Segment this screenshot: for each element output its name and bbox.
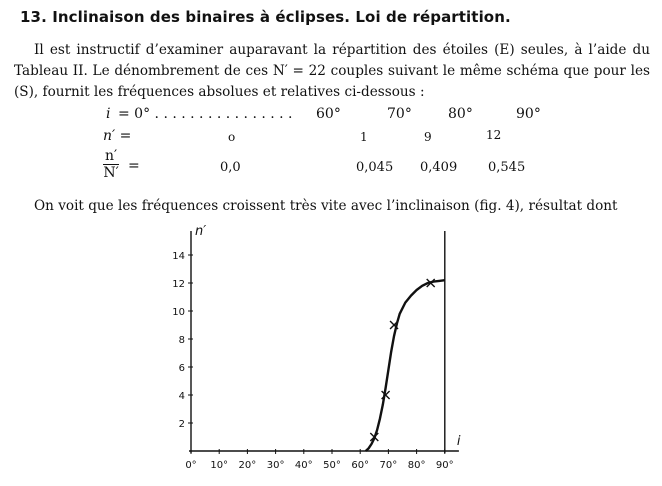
- fraction-eq: =: [128, 158, 140, 174]
- n-value-12: 12: [486, 128, 502, 142]
- y-tick-label: 10: [172, 307, 185, 318]
- i-value-80: 80°: [448, 106, 473, 122]
- y-tick-label: 14: [172, 251, 185, 262]
- paragraph-result: On voit que les fréquences croissent très vite avec l’inclinaison (fig. 4), résultat dont: [34, 198, 618, 214]
- rel-value-3: 0,545: [488, 160, 526, 175]
- fraction-denominator: N′: [103, 165, 119, 181]
- y-tick-label: 12: [172, 279, 185, 290]
- y-tick-label: 6: [178, 363, 185, 374]
- section-title: Inclinaison des binaires à éclipses. Loi de répartition.: [52, 8, 511, 26]
- data-point-marker: [370, 433, 378, 441]
- i-value-60: 60°: [316, 106, 341, 122]
- y-tick-label: 8: [178, 335, 185, 346]
- section-heading: [20, 8, 511, 26]
- y-axis-label: n′: [195, 224, 207, 239]
- y-tick-label: 2: [178, 419, 185, 430]
- rel-value-0: 0,0: [220, 160, 241, 175]
- x-tick-label: 70°: [379, 460, 398, 471]
- x-tick-label: 10°: [210, 460, 229, 471]
- data-point-marker: [390, 321, 398, 329]
- fraction-label: [103, 148, 119, 181]
- section-number: 13.: [20, 8, 47, 26]
- rel-value-2: 0,409: [420, 160, 458, 175]
- x-tick-label: 50°: [323, 460, 341, 471]
- x-tick-label: 0°: [185, 460, 197, 471]
- x-tick-label: 90°: [435, 460, 454, 471]
- fraction-numerator: n′: [105, 148, 118, 164]
- x-tick-label: 30°: [266, 460, 285, 471]
- data-point-marker: [382, 391, 390, 399]
- x-tick-label: 20°: [238, 460, 257, 471]
- i-value-90: 90°: [516, 106, 541, 122]
- n-value-1: 1: [360, 130, 368, 144]
- row-i-eq: = 0° . . . . . . . . . . . . . . . .: [118, 106, 293, 122]
- frequency-table: [0, 106, 662, 186]
- row-i-label: i: [106, 106, 111, 122]
- frequency-curve: [366, 280, 445, 451]
- row-n-label: n′ =: [103, 128, 132, 144]
- n-value-0: o: [228, 130, 236, 144]
- x-tick-label: 40°: [294, 460, 313, 471]
- paragraph-intro: Il est instructif d’examiner auparavant la répartition des étoiles (E) seules, à l’aide du Tableau II. Le dénombrement de ces N′ = 22 couples suivant le même schéma que pour les (S), fournit les fréquences absolues et relatives ci-dessous :: [14, 42, 650, 100]
- data-point-marker: [427, 279, 435, 287]
- x-axis-label: i: [456, 434, 461, 449]
- rel-value-1: 0,045: [356, 160, 394, 175]
- i-value-70: 70°: [387, 106, 412, 122]
- x-tick-label: 60°: [351, 460, 370, 471]
- n-value-9: 9: [424, 130, 432, 144]
- y-tick-label: 4: [178, 391, 185, 402]
- x-tick-label: 80°: [407, 460, 426, 471]
